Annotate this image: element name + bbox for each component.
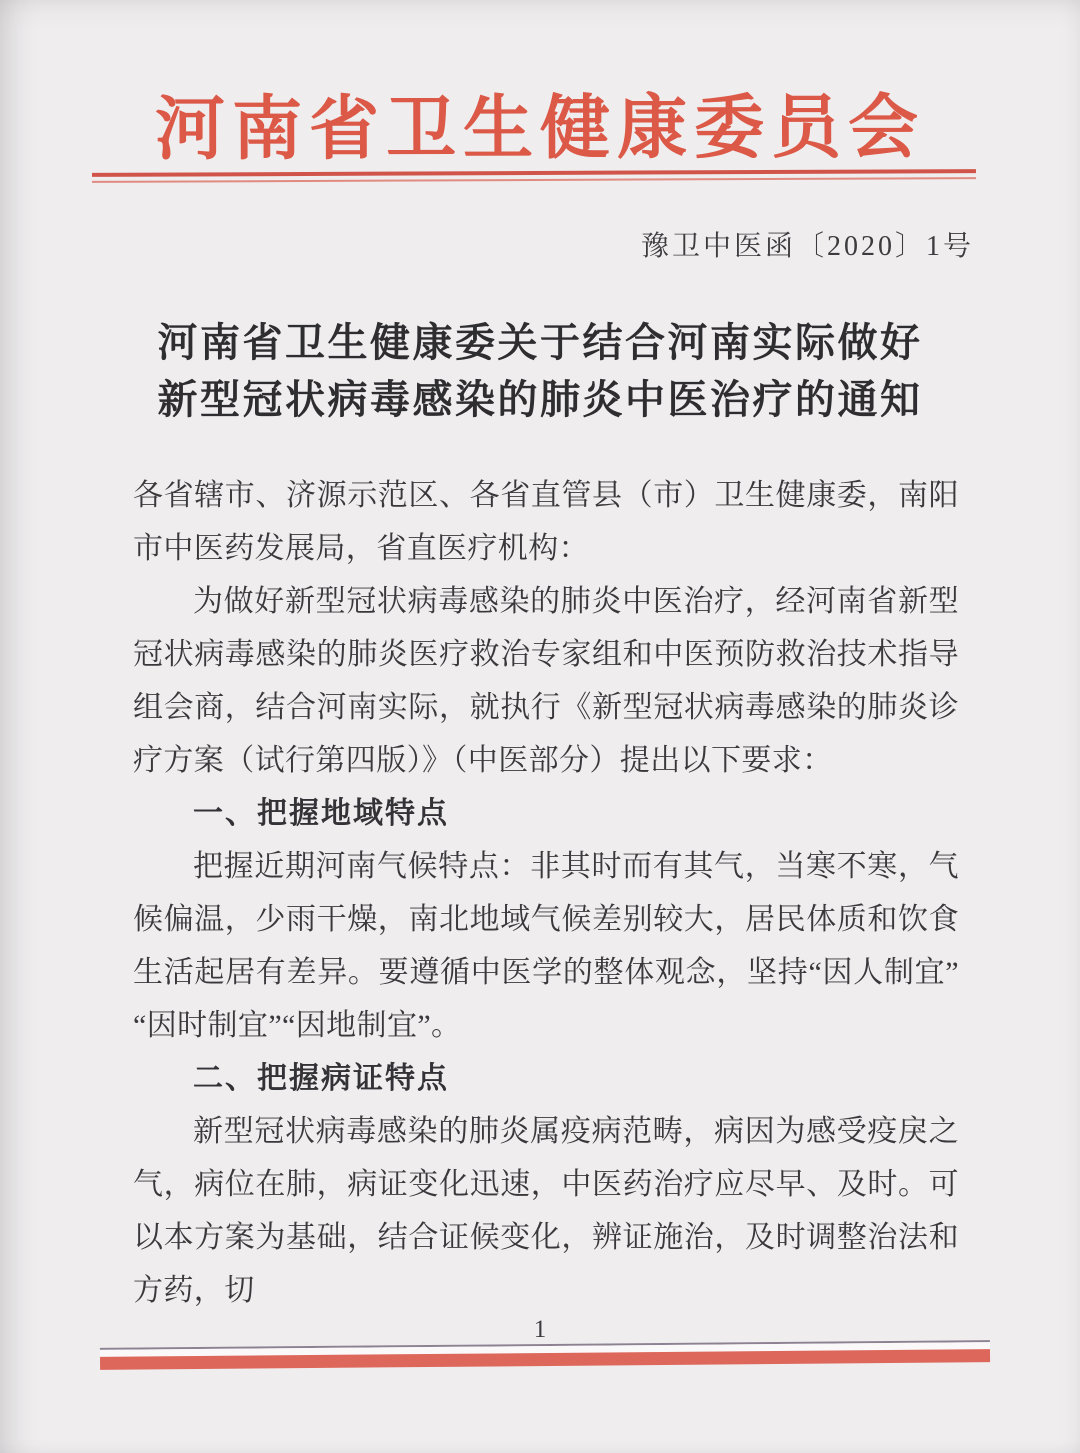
page-number: 1 [533, 1316, 547, 1343]
document-body [133, 469, 959, 1317]
footer-scan-edge [100, 1340, 990, 1370]
section-heading: 二、把握病证特点 [193, 1062, 449, 1095]
body-paragraph: 把握近期河南气候特点：非其时而有其气，当寒不寒，气候偏温，少雨干燥，南北地域气候差别较大，居民体质和饮食生活起居有差异。要遵循中医学的整体观念，坚持“因人制宜”“因时制宜”“因地制宜”。 [133, 850, 959, 1042]
body-paragraph: 新型冠状病毒感染的肺炎属疫病范畴，病因为感受疫戾之气，病位在肺，病证变化迅速，中医药治疗应尽早、及时。可以本方案为基础，结合证候变化，辨证施治，及时调整治法和方药，切 [133, 1115, 959, 1307]
document-title-line-2: 新型冠状病毒感染的肺炎中医治疗的通知 [157, 377, 923, 422]
body-paragraph: 为做好新型冠状病毒感染的肺炎中医治疗，经河南省新型冠状病毒感染的肺炎医疗救治专家组和中医预防救治技术指导组会商，结合河南实际，就执行《新型冠状病毒感染的肺炎诊疗方案（试行第四版）》（中医部分）提出以下要求： [133, 585, 959, 777]
document-title [0, 314, 1080, 428]
section-heading: 一、把握地域特点 [193, 797, 449, 830]
body-paragraph: 各省辖市、济源示范区、各省直管县（市）卫生健康委，南阳市中医药发展局，省直医疗机构： [133, 479, 959, 565]
agency-letterhead-title: 河南省卫生健康委员会 [154, 89, 926, 170]
document-reference-number: 豫卫中医函〔2020〕1号 [640, 231, 974, 262]
document-title-line-1: 河南省卫生健康委关于结合河南实际做好 [157, 320, 923, 365]
